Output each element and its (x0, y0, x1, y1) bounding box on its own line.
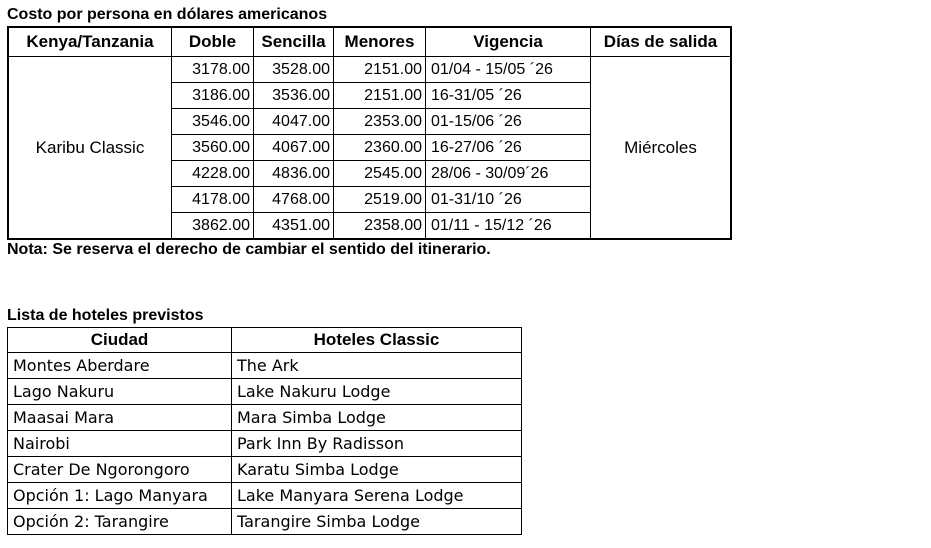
sencilla-cell: 4067.00 (254, 135, 334, 161)
header-dias-salida: Días de salida (591, 27, 732, 57)
hotels-header-row (8, 328, 522, 353)
itinerary-note: Nota: Se reserva el derecho de cambiar el sentido del itinerario. (7, 241, 491, 258)
menores-cell: 2545.00 (334, 161, 426, 187)
table-row (8, 353, 522, 379)
header-vigencia: Vigencia (426, 27, 591, 57)
table-row (8, 483, 522, 509)
hotels-title: Lista de hoteles previstos (7, 307, 204, 324)
table-row (8, 379, 522, 405)
tour-name-cell: Karibu Classic (8, 57, 172, 240)
header-kenya-tanzania: Kenya/Tanzania (8, 27, 172, 57)
hotels-table (7, 327, 522, 535)
hotel-cell: Tarangire Simba Lodge (232, 509, 522, 535)
table-row (8, 431, 522, 457)
table-row (8, 405, 522, 431)
sencilla-cell: 4047.00 (254, 109, 334, 135)
table-row (8, 457, 522, 483)
table-row (8, 509, 522, 535)
vigencia-cell: 01/11 - 15/12 ´26 (426, 213, 591, 240)
prices-table (7, 26, 732, 240)
menores-cell: 2151.00 (334, 83, 426, 109)
header-sencilla: Sencilla (254, 27, 334, 57)
sencilla-cell: 4836.00 (254, 161, 334, 187)
vigencia-cell: 28/06 - 30/09´26 (426, 161, 591, 187)
prices-header-row (8, 27, 731, 57)
sencilla-cell: 4351.00 (254, 213, 334, 240)
doble-cell: 4178.00 (172, 187, 254, 213)
vigencia-cell: 16-31/05 ´26 (426, 83, 591, 109)
hotel-cell: Lake Manyara Serena Lodge (232, 483, 522, 509)
header-hoteles-classic: Hoteles Classic (232, 328, 522, 353)
sencilla-cell: 3536.00 (254, 83, 334, 109)
vigencia-cell: 16-27/06 ´26 (426, 135, 591, 161)
doble-cell: 3178.00 (172, 57, 254, 83)
doble-cell: 3546.00 (172, 109, 254, 135)
hotel-cell: Mara Simba Lodge (232, 405, 522, 431)
sencilla-cell: 3528.00 (254, 57, 334, 83)
city-cell: Montes Aberdare (8, 353, 232, 379)
menores-cell: 2360.00 (334, 135, 426, 161)
menores-cell: 2353.00 (334, 109, 426, 135)
doble-cell: 3186.00 (172, 83, 254, 109)
hotel-cell: The Ark (232, 353, 522, 379)
city-cell: Opción 2: Tarangire (8, 509, 232, 535)
header-ciudad: Ciudad (8, 328, 232, 353)
hotel-cell: Karatu Simba Lodge (232, 457, 522, 483)
doble-cell: 3560.00 (172, 135, 254, 161)
menores-cell: 2519.00 (334, 187, 426, 213)
city-cell: Nairobi (8, 431, 232, 457)
hotel-cell: Lake Nakuru Lodge (232, 379, 522, 405)
hotel-cell: Park Inn By Radisson (232, 431, 522, 457)
menores-cell: 2358.00 (334, 213, 426, 240)
prices-title: Costo por persona en dólares americanos (7, 6, 328, 23)
vigencia-cell: 01-31/10 ´26 (426, 187, 591, 213)
vigencia-cell: 01/04 - 15/05 ´26 (426, 57, 591, 83)
table-row (8, 57, 731, 83)
city-cell: Crater De Ngorongoro (8, 457, 232, 483)
sencilla-cell: 4768.00 (254, 187, 334, 213)
menores-cell: 2151.00 (334, 57, 426, 83)
vigencia-cell: 01-15/06 ´26 (426, 109, 591, 135)
city-cell: Opción 1: Lago Manyara (8, 483, 232, 509)
departure-days-cell: Miércoles (591, 57, 732, 240)
doble-cell: 3862.00 (172, 213, 254, 240)
header-menores: Menores (334, 27, 426, 57)
city-cell: Lago Nakuru (8, 379, 232, 405)
doble-cell: 4228.00 (172, 161, 254, 187)
city-cell: Maasai Mara (8, 405, 232, 431)
header-doble: Doble (172, 27, 254, 57)
